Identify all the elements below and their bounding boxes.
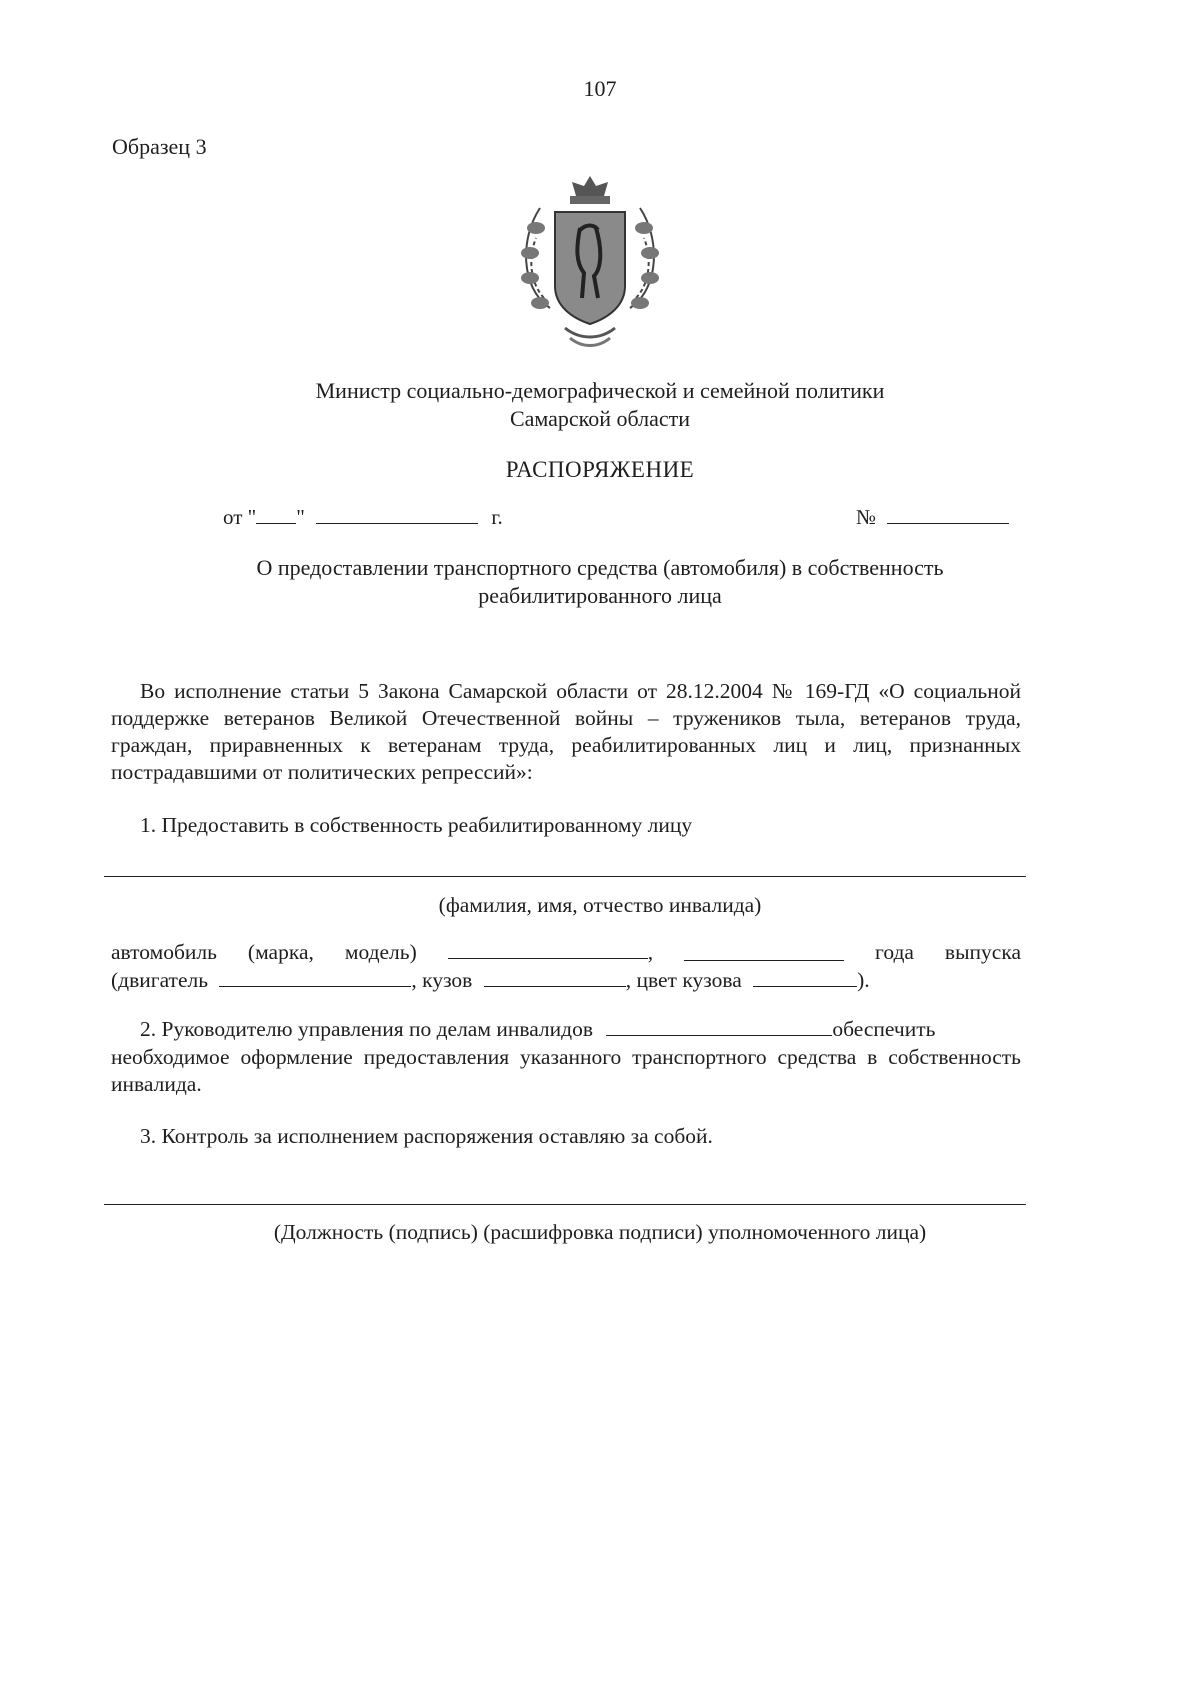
preamble-paragraph <box>111 678 1021 786</box>
document-type: РАСПОРЯЖЕНИЕ <box>505 457 695 482</box>
authority-line2: Самарской области <box>509 406 691 431</box>
sample-label: Образец 3 <box>112 134 207 159</box>
signature-caption: (Должность (подпись) (расшифровка подписи) уполномоченного лица) <box>273 1220 927 1244</box>
day-blank[interactable] <box>256 522 296 524</box>
item-1: 1. Предоставить в собственность реабилитированному лицу <box>140 813 693 837</box>
name-underline[interactable] <box>104 876 1026 877</box>
vehicle-row-1: автомобиль (марка, модель) , года выпуска <box>111 940 1021 964</box>
item-2-rest: необходимое оформление предоставления указанного транспортного средства в собственность инвалида. <box>111 1045 1021 1096</box>
color-blank[interactable] <box>753 985 857 987</box>
model-blank[interactable] <box>448 957 648 959</box>
year-blank[interactable] <box>684 959 844 961</box>
name-caption: (фамилия, имя, отчество инвалида) <box>438 893 762 917</box>
vehicle-row-2: (двигатель , кузов , цвет кузова ). <box>111 968 870 992</box>
subject-line2: реабилитированного лица <box>478 583 722 608</box>
department-blank[interactable] <box>606 1034 832 1036</box>
preamble-text: Во исполнение статьи 5 Закона Самарской области от 28.12.2004 № 169-ГД «О социальной поддержке ветеранов Великой Отечественной войны – тружеников тыла, ветеранов труда, граждан, приравненных к ветеранам труда, реабилитированных лиц и лиц, признанных пострадавшими от политических репрессий»: <box>111 679 1021 784</box>
month-blank[interactable] <box>316 522 478 524</box>
signature-underline[interactable] <box>104 1204 1026 1205</box>
number-field: № <box>856 505 1009 530</box>
number-blank[interactable] <box>887 522 1009 524</box>
subject-line1: О предоставлении транспортного средства (автомобиля) в собственность <box>256 555 944 580</box>
date-field: от " " г. <box>223 505 503 529</box>
body-blank[interactable] <box>484 985 626 987</box>
engine-blank[interactable] <box>219 985 411 987</box>
coat-of-arms-icon <box>510 168 670 358</box>
authority-line1: Министр социально-демографической и семейной политики <box>315 378 885 403</box>
page-number: 107 <box>583 76 617 101</box>
item-3: 3. Контроль за исполнением распоряжения оставляю за собой. <box>140 1124 713 1148</box>
item-2-start: 2. Руководителю управления по делам инвалидов обеспечить <box>140 1017 936 1041</box>
